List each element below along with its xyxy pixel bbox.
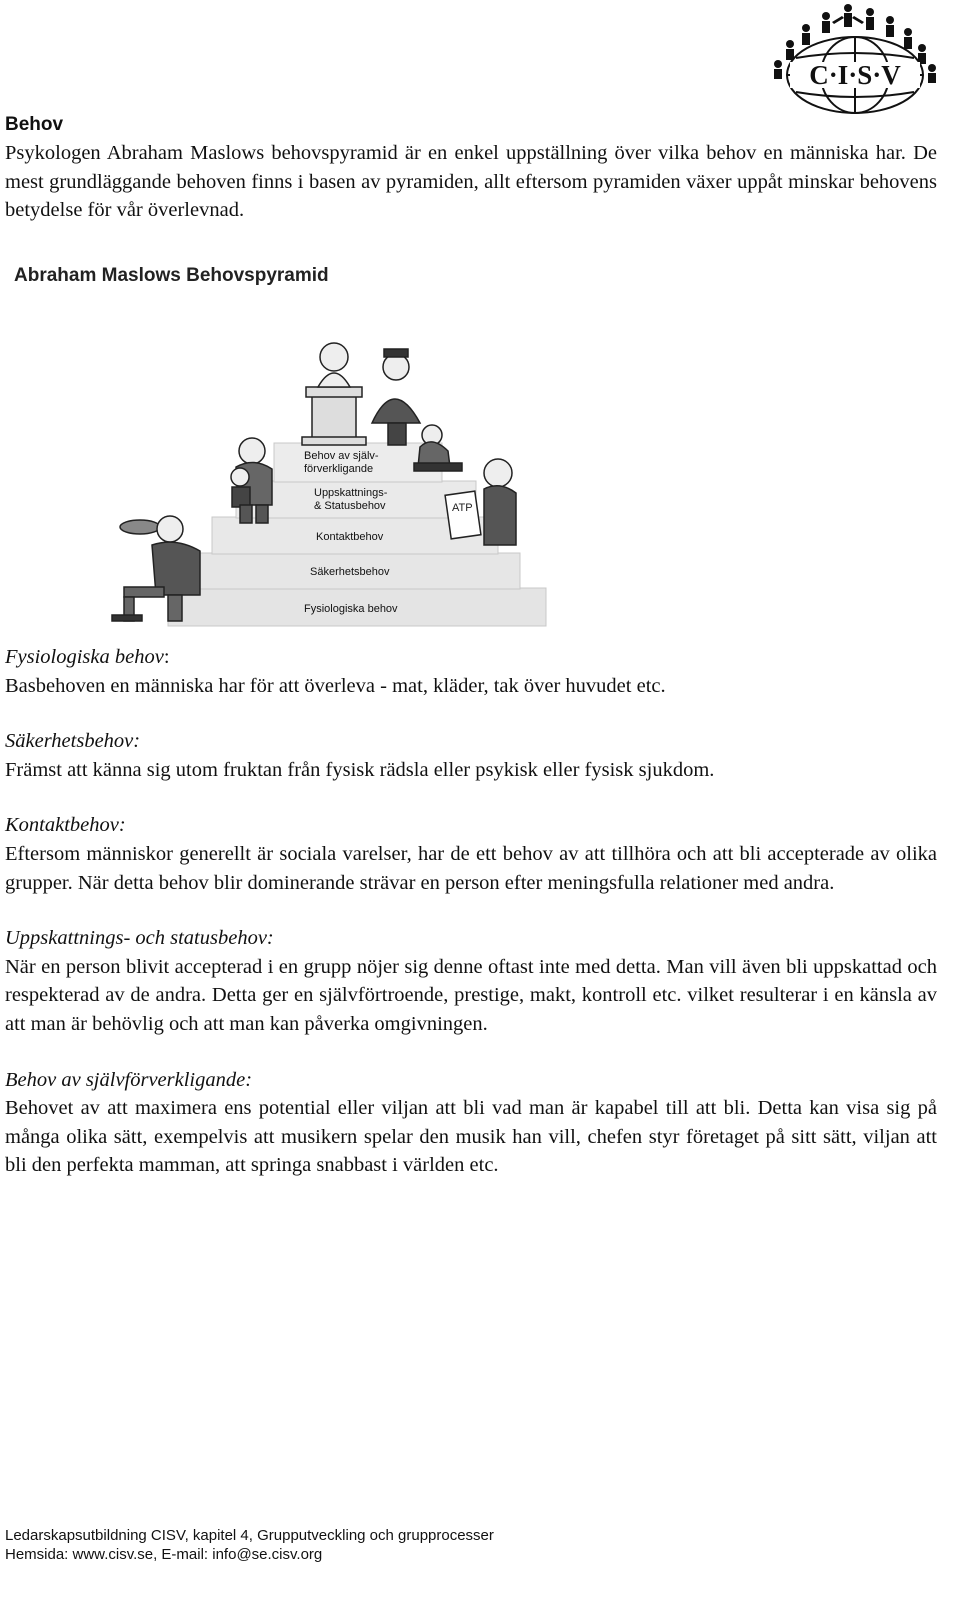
step-label-5: Fysiologiska behov: [304, 603, 398, 615]
cisv-logo: [760, 0, 950, 118]
sign-man-figure: [445, 459, 516, 545]
section-sakerhet: [5, 727, 937, 784]
section-title: Säkerhetsbehov:: [5, 730, 141, 753]
needs-sections: [5, 643, 937, 1207]
step-label-1a: Behov av själv-: [304, 450, 379, 462]
section-kontakt: [5, 811, 937, 897]
section-fysiologiska: [5, 643, 937, 700]
section-title: Uppskattnings- och statusbehov:: [5, 927, 274, 950]
sign-text: ATP: [452, 502, 473, 514]
section-text: När en person blivit accepterad i en grupp nöjer sig denne oftast inte med detta. Man vill även bli uppskattad och respekterad av de andra. Detta ger en självförtroende, prestige, makt, kontroll etc. vilket resulterar i en känsla av att man är behövlig och att man kan påverka omgivningen.: [5, 955, 937, 1035]
section-text: Basbehoven en människa har för att överleva - mat, kläder, tak över huvudet etc.: [5, 674, 666, 697]
step-label-2a: Uppskattnings-: [314, 487, 388, 499]
top-man-figure: [372, 349, 420, 445]
section-sjalvforverkligande: [5, 1066, 937, 1180]
section-text: Behovet av att maximera ens potential eller viljan att bli vad man är kapabel till att bli. Detta kan visa sig på många olika sätt, exempelvis att musikern spelar den musik han vill, chefen styr företaget på sitt sätt, viljan att bli den perfekta mamman, att springa snabbast i världen etc.: [5, 1097, 937, 1177]
statue-figure: [302, 343, 366, 445]
footer-course-line: Ledarskapsutbildning CISV, kapitel 4, Grupputveckling och grupprocesser: [5, 1527, 494, 1544]
section-title: Behov av självförverkligande:: [5, 1068, 253, 1091]
intro-paragraph: Psykologen Abraham Maslows behovspyramid är en enkel uppställning över vilka behov en människa har. De mest grundläggande behoven finns i basen av pyramiden, allt eftersom pyramiden växer uppåt minskar behovens betydelse för vår överlevnad.: [5, 142, 937, 222]
section-title-colon: :: [163, 646, 170, 668]
page-footer: [5, 1526, 494, 1564]
step-label-2b: & Statusbehov: [314, 500, 386, 512]
section-title: Kontaktbehov:: [5, 814, 126, 837]
figure-title: Abraham Maslows Behovspyramid: [14, 265, 329, 286]
logo-text: C·I·S·V: [809, 60, 901, 90]
step-label-3: Kontaktbehov: [316, 531, 384, 543]
section-uppskattning: [5, 924, 937, 1038]
section-title: [5, 643, 937, 672]
step-label-1b: förverkligande: [304, 463, 374, 475]
section-title-text: Fysiologiska behov: [5, 646, 164, 668]
section-text: Främst att känna sig utom fruktan från fysisk rädsla eller psykisk eller fysisk sjukdom.: [5, 758, 715, 781]
footer-contact-line: Hemsida: www.cisv.se, E-mail: info@se.cisv.org: [5, 1546, 323, 1563]
step-label-4: Säkerhetsbehov: [310, 566, 390, 578]
maslow-pyramid-figure: [0, 255, 560, 635]
pyramid-illustration: [0, 255, 560, 635]
sitting-man-figure: [414, 425, 462, 471]
section-text: Eftersom människor generellt är sociala varelser, har de ett behov av att tillhöra och att bli accepterade av olika grupper. När detta behov blir dominerande strävar en person efter meningsfulla relationer med andra.: [5, 842, 937, 894]
page-heading: Behov: [5, 114, 64, 135]
